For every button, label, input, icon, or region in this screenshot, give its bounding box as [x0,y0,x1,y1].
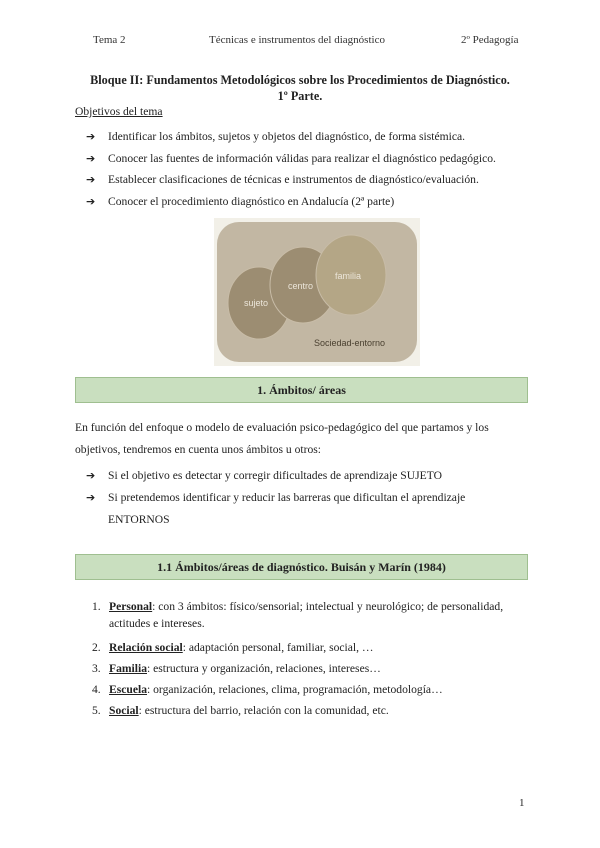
objective-item [86,130,526,143]
list-item-text: : organización, relaciones, clima, programación, metodología… [147,683,443,696]
list-item [92,638,528,657]
arrow-icon: ➔ [86,195,96,208]
objective-item [86,195,526,208]
page-number: 1 [519,797,525,809]
list-item-number: 1. [92,600,101,613]
header-center: Técnicas e instrumentos del diagnóstico [209,34,385,46]
ambitos-diagram-svg [214,218,420,366]
document-title-line1: Bloque II: Fundamentos Metodológicos sobre los Procedimientos de Diagnóstico. [90,73,510,87]
list-item-text: : con 3 ámbitos: físico/sensorial; intelectual y neurológico; de personalidad, [152,600,504,613]
list-item-text-continuation: actitudes e intereses. [109,617,205,630]
bullet-text: Si el objetivo es detectar y corregir dificultades de aprendizaje SUJETO [108,469,442,482]
list-item [92,597,528,616]
list-item [92,701,528,720]
bullet-text: Si pretendemos identificar y reducir las barreras que dificultan el aprendizaje [108,491,466,504]
list-item-number: 4. [92,683,101,696]
arrow-icon: ➔ [86,491,96,504]
diagram-label-entorno: Sociedad-entorno [314,338,386,348]
diagram-label-familia: familia [335,271,362,281]
diagram-label-centro: centro [288,281,314,291]
arrow-icon: ➔ [86,130,96,143]
arrow-icon: ➔ [86,469,96,482]
list-item-number: 5. [92,704,101,717]
diagram-label-sujeto: sujeto [244,298,269,308]
list-item-term: Social [109,704,139,717]
list-item-term: Escuela [109,683,148,696]
list-item-number: 2. [92,641,101,654]
objective-text: Establecer clasificaciones de técnicas e instrumentos de diagnóstico/evaluación. [108,173,479,186]
section-1-bullet [86,491,526,504]
arrow-icon: ➔ [86,152,96,165]
section-1-1-heading: 1.1 Ámbitos/áreas de diagnóstico. Buisán y Marín (1984) [75,554,528,580]
list-item-term: Personal [109,600,153,613]
objectives-heading: Objetivos del tema [75,105,163,118]
objective-text: Conocer las fuentes de información válidas para realizar el diagnóstico pedagógico. [108,152,496,165]
bullet-text-continuation: ENTORNOS [108,513,170,526]
arrow-icon: ➔ [86,173,96,186]
objective-item [86,152,526,165]
objective-item [86,173,526,186]
header-left: Tema 2 [93,34,126,46]
document-title-line2: 1º Parte. [277,89,323,103]
section-1-intro-line1: En función del enfoque o modelo de evaluación psico-pedagógico del que partamos y los [75,421,489,434]
objective-text: Identificar los ámbitos, sujetos y objetos del diagnóstico, de forma sistémica. [108,130,466,143]
list-item [92,659,528,678]
list-item-term: Relación social [109,641,183,654]
list-item-text: : adaptación personal, familiar, social, … [182,641,374,654]
section-1-bullet [86,469,526,482]
objective-text: Conocer el procedimiento diagnóstico en Andalucía (2ª parte) [108,195,395,208]
section-1-intro-line2: objetivos, tendremos en cuenta unos ámbitos u otros: [75,443,322,456]
list-item [92,680,528,699]
section-1-heading: 1. Ámbitos/ áreas [75,377,528,403]
ambitos-diagram [214,218,420,366]
list-item-text: : estructura y organización, relaciones, intereses… [147,662,381,675]
list-item-text: : estructura del barrio, relación con la comunidad, etc. [138,704,389,717]
list-item-number: 3. [92,662,101,675]
header-right: 2º Pedagogía [461,34,519,46]
list-item-term: Familia [109,662,147,675]
